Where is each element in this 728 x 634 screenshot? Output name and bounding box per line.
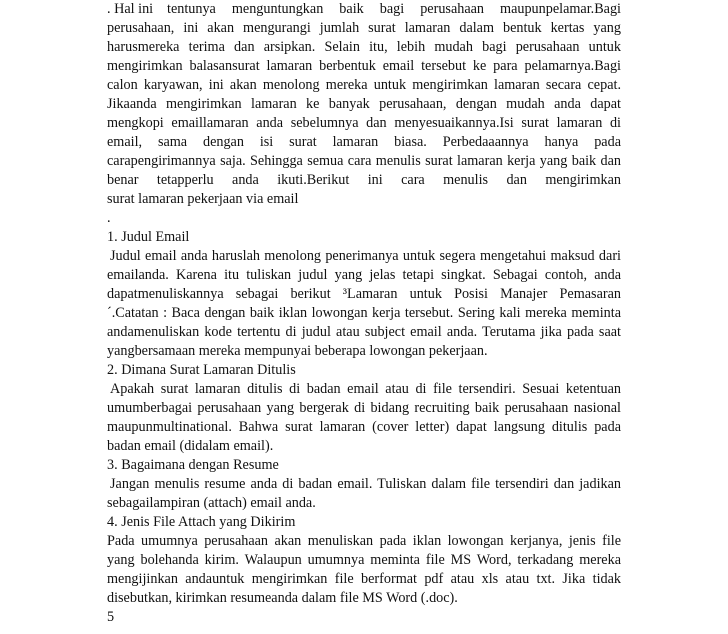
text-line-7: mengkopi emaillamaran anda sebelumnya dan menyesuaikannya.Isi surat lamaran di <box>107 115 621 131</box>
text-line-1 <box>107 0 621 19</box>
text-line-31: mengijinkan andauntuk mengirimkan file berformat pdf atau xls atau txt. Jika tidak <box>107 571 621 587</box>
text-line-30: yang bolehanda kirim. Walaupun umumnya meminta file MS Word, terkadang mereka <box>107 552 621 568</box>
text-line-15: emailanda. Karena itu tuliskan judul yang jelas tetapi singkat. Sebagai contoh, anda <box>107 267 621 283</box>
text-line-18: andamenuliskan kode tertentu di judul atau subject email anda. Terutama jika pada saat <box>107 324 621 340</box>
text-line-19: yangbersamaan mereka mempunyai beberapa lowongan pekerjaan. <box>107 343 488 359</box>
text-line-12: . <box>107 210 111 226</box>
text-line-24: badan email (didalam email). <box>107 438 274 454</box>
text-line-3: harusmereka terima dan arsipkan. Selain itu, lebih mudah bagi perusahaan untuk <box>107 39 621 55</box>
text-line-26: Jangan menulis resume anda di badan email. Tuliskan dalam file tersendiri dan jadikan <box>110 476 621 492</box>
text-line-11: surat lamaran pekerjaan via email <box>107 191 299 207</box>
text-line-23: maupunmultinational. Bahwa surat lamaran (cover letter) dapat langsung ditulis pada <box>107 419 621 435</box>
text-line-8: email, sama dengan isi surat lamaran biasa. Perbedaaannya hanya pada <box>107 134 621 150</box>
section-number-5: 5 <box>107 609 115 625</box>
section-heading-2: 2. Dimana Surat Lamaran Ditulis <box>107 362 296 378</box>
text-line-6: Jikaanda mengirimkan lamaran ke banyak perusahaan, dengan mudah anda dapat <box>107 96 621 112</box>
text-line-22: umumberbagai perusahaan yang bergerak di bidang recruiting baik perusahaan nasional <box>107 400 621 416</box>
section-heading-4: 4. Jenis File Attach yang Dikirim <box>107 514 296 530</box>
text-line-10: benar tetapperlu anda ikuti.Berikut ini cara menulis dan mengirimkan <box>107 172 621 188</box>
text-line-27: sebagailampiran (attach) email anda. <box>107 495 316 511</box>
section-heading-3: 3. Bagaimana dengan Resume <box>107 457 279 473</box>
text-line-32: disebutkan, kirimkan resumeanda dalam file MS Word (.doc). <box>107 590 458 606</box>
text-line-5: calon karyawan, ini akan menolong mereka untuk mengirimkan lamaran secara cepat. <box>107 77 621 93</box>
text-line-21: Apakah surat lamaran ditulis di badan email atau di file tersendiri. Sesuai ketentuan <box>110 381 621 397</box>
text-line-29: Pada umumnya perusahaan akan menuliskan pada iklan lowongan kerjanya, jenis file <box>107 533 621 549</box>
section-heading-1: 1. Judul Email <box>107 229 190 245</box>
text-line-16: dapatmenuliskannya sebagai berikut ³Lamaran untuk Posisi Manajer Pemasaran <box>107 286 621 302</box>
text-line-4: mengirimkan balasansurat lamaran berbentuk email tersebut ke para pelamarnya.Bagi <box>107 58 621 74</box>
line-text: tentunya menguntungkan baik bagi perusahaan maupunpelamar.Bagi <box>167 1 621 17</box>
text-line-2: perusahaan, ini akan mengurangi jumlah surat lamaran dalam bentuk kertas yang <box>107 20 621 36</box>
text-line-14: Judul email anda haruslah menolong penerimanya untuk segera mengetahui maksud dari <box>110 248 621 264</box>
line-prefix: . Hal ini <box>107 1 154 17</box>
text-line-9: carapengirimannya saja. Sehingga semua cara menulis surat lamaran kerja yang baik dan <box>107 153 621 169</box>
text-line-17: ´.Catatan : Baca dengan baik iklan lowongan kerja tersebut. Sering kali mereka meminta <box>107 305 621 321</box>
